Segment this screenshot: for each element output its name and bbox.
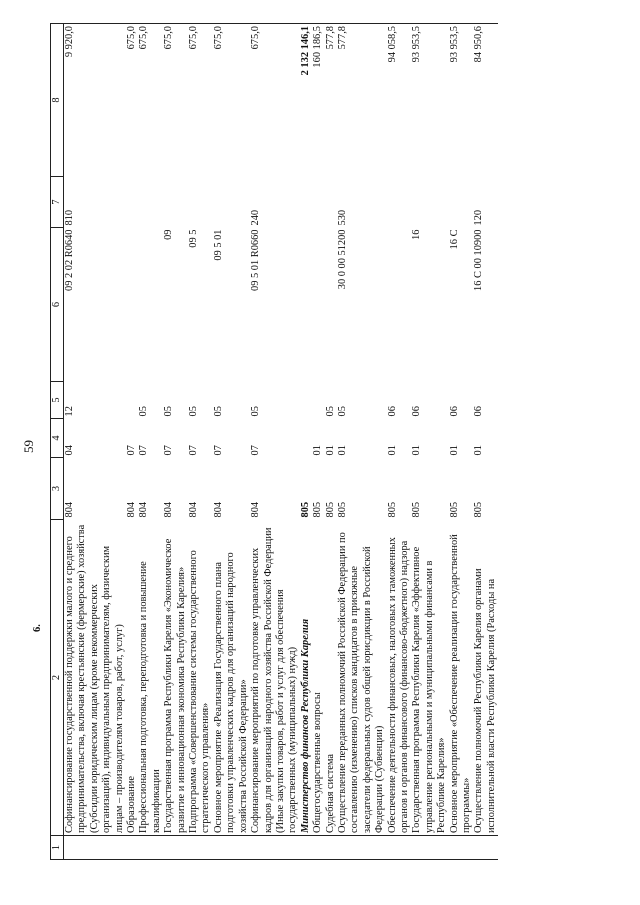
table-cell-col3: 804: [126, 501, 138, 518]
table-cell-col5: 05: [324, 406, 336, 417]
table-cell-col4: 07: [138, 445, 150, 456]
table-cell-col4: 04: [64, 419, 127, 458]
table-cell-col1: [126, 836, 138, 860]
table-cell-col8: 93 953,5: [449, 24, 474, 177]
table-cell-col8: 577,8: [325, 24, 337, 177]
budget-table-container: [50, 24, 613, 860]
table-cell-col8: 675,0: [126, 24, 138, 177]
table-cell-col3: 805: [386, 501, 398, 518]
table-cell-col4: 07: [126, 445, 138, 456]
table-cell-col7: [387, 177, 412, 228]
column-header: 5: [51, 382, 64, 419]
table-cell-col4: 01: [324, 445, 336, 456]
table-cell-col5: 06: [473, 406, 485, 417]
table-body: [64, 24, 499, 860]
table-cell-col8: 160 186,5: [312, 24, 324, 177]
table-row: [449, 24, 474, 860]
column-header: 3: [51, 458, 64, 520]
table-cell-col2: Министерство финансов Республики Карелия: [299, 618, 311, 833]
table-cell-col5: 06: [386, 406, 398, 417]
table-cell-col6: [312, 228, 324, 382]
table-cell-col1: [163, 836, 188, 860]
table-cell-col6: [126, 228, 138, 382]
table-cell-col1: [213, 836, 250, 860]
column-header: 4: [51, 419, 64, 458]
table-cell-col2: Судебная система: [324, 754, 336, 833]
table-cell-col8: 93 953,5: [411, 24, 448, 177]
column-header: 8: [51, 24, 64, 177]
table-cell-col1: [387, 836, 412, 860]
table-cell-col5: [126, 382, 138, 419]
table-cell-col5: 05: [163, 406, 175, 417]
table-cell-col2: Софинансирование мероприятий по подготовке управленческих кадров для организаций народного хозяйства Российской Федерации (Иные закупки товаров, работ и услуг для обеспечения государственных (муниципальных) нужд): [250, 527, 299, 833]
table-cell-col2: Осуществление полномочий Республики Карелия органами исполнительной власти Республики Карелия (Расходы на: [473, 568, 497, 833]
table-cell-col6: [387, 228, 412, 382]
table-cell-col8: 9 920,0: [64, 24, 127, 177]
table-cell-col6: 09: [163, 229, 175, 240]
table-row: [64, 24, 127, 860]
table-cell-col1: [411, 836, 448, 860]
table-cell-col3: 804: [138, 501, 150, 518]
table-cell-col7: [126, 177, 138, 228]
table-cell-col2: Образование: [126, 776, 138, 833]
table-cell-col7: 810: [64, 177, 127, 228]
table-cell-col1: [449, 836, 474, 860]
table-cell-col4: 01: [473, 445, 485, 456]
table-cell-col6: 30 0 00 51200: [336, 229, 348, 290]
table-cell-col1: [250, 836, 300, 860]
table-cell-col4: 01: [448, 445, 460, 456]
table-cell-col8: 577,8: [337, 24, 387, 177]
table-cell-col1: [473, 836, 498, 860]
table-cell-col7: [312, 177, 324, 228]
table-cell-col5: 06: [448, 406, 460, 417]
table-cell-col6: 09 5 01: [212, 229, 224, 261]
table-row: [325, 24, 337, 860]
table-cell-col6: [138, 228, 163, 382]
table-row: [300, 24, 312, 860]
table-cell-col5: 05: [336, 406, 348, 417]
table-cell-col8: 675,0: [250, 24, 300, 177]
page-number: 59: [21, 440, 36, 453]
table-cell-col8: 94 058,5: [387, 24, 412, 177]
table-cell-col5: 05: [250, 406, 262, 417]
table-cell-col2: Обеспечение деятельности финансовых, налоговых и таможенных органов и органов финансового (финансово-бюджетного) надзора: [386, 537, 410, 833]
table-cell-col2: Осуществление переданных полномочий Российской Федерации по составлению (изменению) списков кандидатов в присяжные заседатели федеральных судов общей юрисдикции в Российской Федерации (Субвенции): [336, 532, 386, 833]
table-header: [51, 24, 64, 860]
table-row: [473, 24, 498, 860]
table-cell-col4: 01: [336, 445, 348, 456]
table-cell-col4: 07: [188, 445, 200, 456]
table-cell-col1: [300, 836, 312, 860]
table-cell-col8: 675,0: [213, 24, 250, 177]
table-cell-col6: [300, 228, 312, 382]
budget-table: [50, 23, 498, 860]
table-cell-col2: Софинансирование государственной поддержки малого и среднего предпринимательства, включая крестьянские (фермерские) хозяйства (Субсидии юридическим лицам (кроме некоммерческих организаций), индивидуальным предпринимателям, физическим лицам – производителям товаров, работ, услуг): [64, 520, 127, 836]
table-cell-col5: 05: [138, 406, 150, 417]
table-cell-col2: Государственная программа Республики Карелия «Эффективное управление региональными и муниципальными финансами в Республике Карелия»: [411, 546, 448, 833]
column-header: 7: [51, 177, 64, 228]
table-cell-col3: 804: [188, 501, 200, 518]
table-cell-col8: 675,0: [188, 24, 213, 177]
table-cell-col3: 805: [312, 501, 324, 518]
table-cell-col3: 804: [163, 501, 175, 518]
table-row: [387, 24, 412, 860]
table-cell-col3: 804: [250, 501, 262, 518]
table-cell-col6: 09 2 02 R0640: [64, 228, 127, 382]
table-cell-col8: 84 950,6: [473, 24, 498, 177]
table-cell-col5: 05: [212, 406, 224, 417]
table-row: [163, 24, 188, 860]
table-cell-col2: Основное мероприятие «Обеспечение реализации государственной программы»: [448, 534, 472, 833]
table-cell-col4: 01: [312, 445, 324, 456]
table-cell-col4: 01: [411, 445, 423, 456]
table-cell-col2: Государственная программа Республики Карелия «Экономическое развитие и инновационная экономика Республики Карелия»: [163, 538, 187, 833]
table-row: [337, 24, 387, 860]
table-cell-col1: [337, 836, 387, 860]
table-cell-col6: [325, 228, 337, 382]
table-cell-col5: [312, 382, 324, 419]
table-cell-col3: 804: [64, 458, 127, 520]
header-row: [51, 24, 64, 860]
table-cell-col7: [411, 177, 448, 228]
table-row: [411, 24, 448, 860]
table-cell-col6: 16: [411, 229, 423, 240]
table-cell-col7: 240: [250, 209, 262, 226]
table-row: [250, 24, 300, 860]
table-cell-col2: Основное мероприятие «Реализация Государственного плана подготовки управленческих кадров для организаций народного хозяйства Российской Федерации»: [212, 552, 249, 833]
column-header: 1: [51, 836, 64, 860]
table-cell-col2: Общегосударственные вопросы: [312, 692, 324, 833]
table-cell-col3: 805: [448, 501, 460, 518]
table-cell-col7: [213, 177, 250, 228]
column-header: 2: [51, 520, 64, 836]
table-cell-col1: [64, 836, 127, 860]
table-cell-col5: 12: [64, 382, 127, 419]
table-cell-col3: 805: [299, 501, 311, 518]
table-cell-col1: [138, 836, 163, 860]
table-cell-col8: 2 132 146,1: [300, 24, 312, 177]
table-row: [126, 24, 138, 860]
table-cell-col3: 805: [324, 501, 336, 518]
table-cell-col3: 805: [336, 501, 348, 518]
table-cell-col4: 07: [212, 445, 224, 456]
table-cell-col7: [138, 177, 163, 228]
table-cell-col7: [188, 177, 213, 228]
table-cell-col8: 675,0: [138, 24, 163, 177]
table-row: [213, 24, 250, 860]
table-cell-col7: [300, 177, 312, 228]
row-number-ministry: 6.: [32, 624, 43, 632]
table-cell-col3: 804: [212, 501, 224, 518]
table-cell-col4: [300, 419, 312, 458]
table-cell-col4: 01: [386, 445, 398, 456]
table-cell-col3: 805: [473, 501, 485, 518]
table-cell-col5: 05: [188, 406, 200, 417]
column-header: 6: [51, 228, 64, 382]
table-cell-col7: [163, 177, 188, 228]
table-cell-col7: 120: [473, 209, 485, 226]
table-cell-col1: [325, 836, 337, 860]
table-cell-col4: 07: [163, 445, 175, 456]
table-row: [138, 24, 163, 860]
table-cell-col2: Профессиональная подготовка, переподготовка и повышение квалификации: [138, 561, 162, 833]
table-cell-col5: [300, 382, 312, 419]
table-cell-col7: 530: [336, 209, 348, 226]
table-cell-col6: 16 С 00 10900: [473, 229, 485, 291]
table-cell-col7: [325, 177, 337, 228]
table-cell-col1: [312, 836, 324, 860]
table-row: [188, 24, 213, 860]
table-cell-col8: 675,0: [163, 24, 188, 177]
table-cell-col7: [449, 177, 474, 228]
table-cell-col4: 07: [250, 445, 262, 456]
table-row: [312, 24, 324, 860]
table-cell-col5: 06: [411, 406, 423, 417]
table-cell-col6: 09 5: [188, 229, 200, 248]
table-cell-col3: 805: [411, 501, 423, 518]
table-cell-col6: 16 С: [448, 229, 460, 250]
table-cell-col2: Подпрограмма «Совершенствование системы государственного стратегического управления»: [188, 550, 212, 833]
table-cell-col1: [188, 836, 213, 860]
table-cell-col6: 09 5 01 R0660: [250, 229, 262, 291]
